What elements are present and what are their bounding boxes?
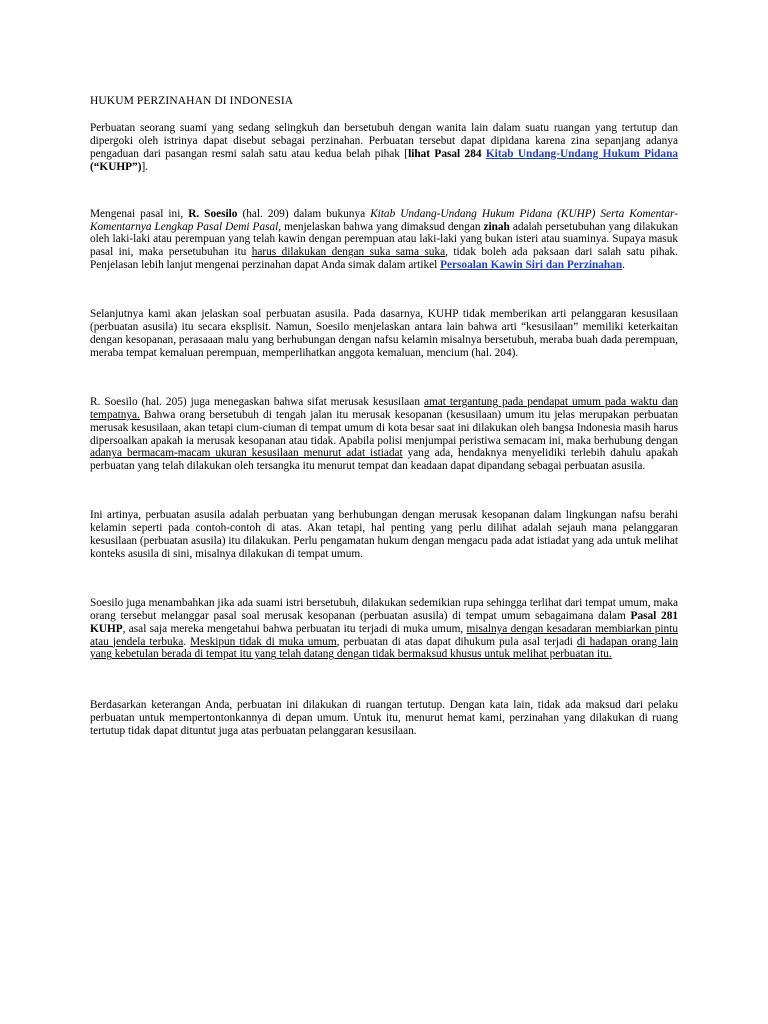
underlined-text: adanya bermacam-macam ukuran kesusilaan menurut adat istiadat (90, 447, 403, 460)
paragraph-5 (90, 509, 678, 561)
paragraph-text: Bahwa orang bersetubuh di tengah jalan itu merusak kesopanan (kesusilaan) umum itu jelas merupakan perbuatan merusak kesusilaan, akan tetapi cium-ciuman di tempat umum di kota besar saat ini dilakukan oleh bangsa Indonesia masih harus dipersoalkan apakah ia merusak kesopanan atau tidak. Apabila polisi menjumpai peristiwa semacam ini, maka berhubung dengan (90, 408, 678, 447)
bold-text: R. Soesilo (188, 207, 238, 220)
paragraph-text: , tidak boleh ada paksaan dari salah satu pihak. Penjelasan lebih lanjut mengenai perzinahan dapat Anda simak dalam artikel (90, 246, 679, 272)
paragraph-text: yang ada, hendaknya menyelidiki terlebih dahulu apakah perbuatan yang telah dilakukan oleh tersangka itu menurut tempat dan keadaan dapat dipandang sebagai perbuatan asusila. (90, 447, 678, 473)
paragraph-text: Selanjutnya kami akan jelaskan soal perbuatan asusila. Pada dasarnya, KUHP tidak memberikan arti pelanggaran kesusilaan (perbuatan asusila) itu secara eksplisit. Namun, Soesilo menjelaskan antara lain bahwa arti “kesusilaan” memiliki keterkaitan dengan kesopanan, perasaaan malu yang berhubungan dengan nafsu kelamin misalnya bersetubuh, meraba buah dada perempuan, meraba tempat kemaluan perempuan, memperlihatkan anggota kemaluan, mencium (hal. 204). (90, 308, 678, 359)
paragraph-text: , menjelaskan bahwa yang dimaksud dengan (278, 220, 484, 233)
underlined-text: misalnya dengan kesadaran membiarkan pintu atau jendela terbuka (90, 622, 678, 648)
paragraph-7 (90, 699, 678, 738)
paragraph-text: Berdasarkan keterangan Anda, perbuatan ini dilakukan di ruangan tertutup. Dengan kata lain, tidak ada maksud dari pelaku perbuatan untuk mempertontonkannya di depan umum. Untuk itu, menurut hemat kami, perzinahan yang dilakukan di ruang tertutup tidak dapat dituntut juga atas perbuatan pelanggaran kesusilaan. (90, 699, 678, 738)
paragraph-text: Soesilo juga menambahkan jika ada suami istri bersetubuh, dilakukan sedemikian rupa sehingga terlihat dari tempat umum, maka orang tersebut melanggar pasal soal merusak kesopanan (perbuatan asusila) di tempat umum sebagaimana dalam (90, 596, 678, 622)
document-title: HUKUM PERZINAHAN DI INDONESIA (90, 95, 294, 107)
underlined-text: harus dilakukan dengan suka sama suka (251, 246, 446, 259)
underlined-text: amat tergantung pada pendapat umum pada waktu dan tempatnya. (90, 395, 679, 421)
paragraph-text: (hal. 209) dalam bukunya (237, 207, 371, 220)
underlined-text: di hadapan orang lain yang kebetulan berada di tempat itu yang telah datang dengan tidak bermaksud khusus untuk melihat perbuatan itu. (90, 635, 678, 661)
paragraph-2 (90, 208, 678, 273)
bold-text: Pasal 281 KUHP (90, 609, 679, 635)
paragraph-4 (90, 396, 678, 473)
paragraph-text: Perbuatan seorang suami yang sedang selingkuh dan bersetubuh dengan wanita lain dalam suatu ruangan yang tertutup dan dipergoki oleh istrinya dapat disebut sebagai perzinahan. Perbuatan tersebut dapat dipidana karena zina sepanjang adanya pengaduan dari pasangan resmi salah satu atau kedua belah pihak [ (90, 122, 678, 160)
link-kuhp[interactable]: Kitab Undang-Undang Hukum Pidana (485, 147, 678, 160)
link-kawin-siri[interactable]: Persoalan Kawin Siri dan Perzinahan (440, 259, 623, 272)
bold-text: (“KUHP”) (90, 160, 142, 173)
paragraph-text: R. Soesilo (hal. 205) juga menegaskan bahwa sifat merusak kesusilaan (90, 395, 424, 408)
paragraph-text: , perbuatan di atas dapat dihukum pula asal terjadi (336, 635, 577, 648)
paragraph-text: adalah persetubuhan yang dilakukan oleh laki-laki atau perempuan yang telah kawin dengan perempuan atau laki-laki yang bukan isteri atau suaminya. Supaya masuk pasal ini, maka persetubuhan itu (90, 220, 678, 259)
paragraph-text: . (622, 259, 625, 272)
paragraph-1 (90, 122, 678, 174)
paragraph-text: Mengenai pasal ini, (90, 207, 189, 220)
paragraph-text: , asal saja mereka mengetahui bahwa perbuatan itu terjadi di muka umum, (122, 622, 467, 635)
italic-text: Kitab Undang-Undang Hukum Pidana (KUHP) Serta Komentar-Komentarnya Lengkap Pasal Demi Pasal (90, 207, 678, 233)
paragraph-text: Ini artinya, perbuatan asusila adalah perbuatan yang berhubungan dengan merusak kesopanan dalam lingkungan nafsu berahi kelamin seperti pada contoh-contoh di atas. Akan tetapi, hal penting yang perlu dilihat adalah sejauh mana pelanggaran kesusilaan (perbuatan asusila) itu dilakukan. Perlu pengamatan hukum dengan mengacu pada adat istiadat yang ada untuk melihat konteks asusila di sini, misalnya dilakukan di tempat umum. (90, 509, 678, 560)
paragraph-6 (90, 597, 678, 662)
paragraph-3 (90, 308, 678, 360)
paragraph-text: . (183, 635, 191, 648)
bold-text: lihat Pasal 284 (408, 147, 486, 160)
underlined-text: Meskipun tidak di muka umum (190, 635, 337, 648)
bold-text: zinah (483, 220, 510, 233)
paragraph-text: ]. (141, 160, 149, 173)
